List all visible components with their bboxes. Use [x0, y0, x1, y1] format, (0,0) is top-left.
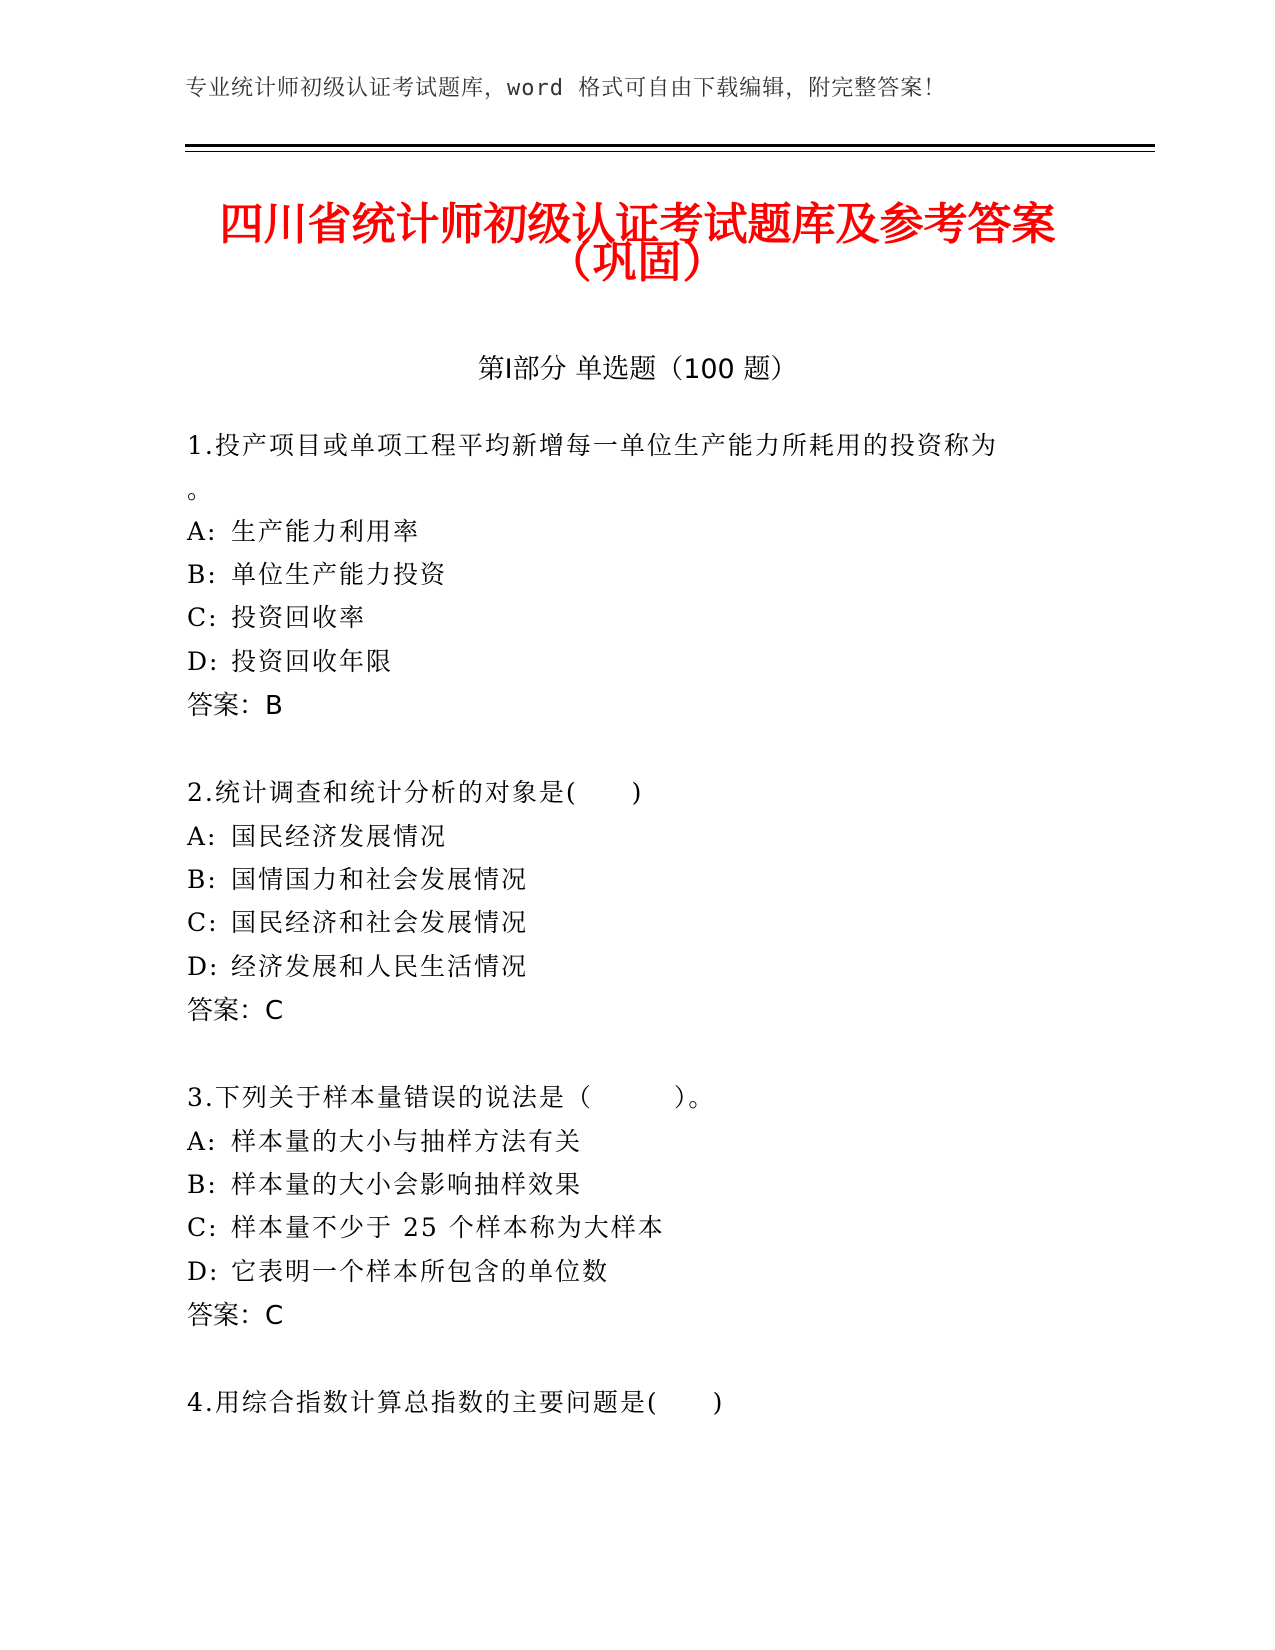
option-letter: B: — [187, 560, 218, 589]
option-a — [187, 1122, 1087, 1162]
option-letter: A: — [187, 822, 218, 851]
option-letter: A: — [187, 517, 218, 546]
option-letter: D: — [187, 647, 220, 676]
document-title: 四川省统计师初级认证考试题库及参考答案 — [219, 199, 1056, 250]
header-divider-thick — [185, 144, 1155, 147]
option-text: 投资回收率 — [231, 603, 367, 632]
answer: 答案：C — [187, 1301, 284, 1331]
option-text: 样本量的大小与抽样方法有关 — [231, 1127, 583, 1156]
section-title: 第Ⅰ部分 单选题（100 题） — [477, 354, 798, 385]
header-note: 专业统计师初级认证考试题库，word 格式可自由下载编辑，附完整答案！ — [185, 76, 947, 101]
option-d — [187, 947, 1087, 987]
option-b — [187, 1165, 1087, 1205]
option-letter: B: — [187, 865, 218, 894]
answer: 答案：B — [187, 691, 283, 721]
option-letter: C: — [187, 603, 219, 632]
option-b — [187, 555, 1087, 595]
option-text: 单位生产能力投资 — [231, 560, 448, 589]
option-text: 经济发展和人民生活情况 — [231, 952, 529, 981]
answer: 答案：C — [187, 996, 284, 1026]
option-a — [187, 512, 1087, 552]
question-stem: 3.下列关于样本量错误的说法是（ ）。 — [187, 1083, 716, 1112]
option-text: 样本量不少于 25 个样本称为大样本 — [231, 1213, 665, 1242]
question-stem: 4.用综合指数计算总指数的主要问题是( ) — [187, 1388, 725, 1417]
option-c — [187, 1208, 1087, 1248]
option-text: 投资回收年限 — [231, 647, 394, 676]
option-a — [187, 817, 1087, 857]
option-c — [187, 598, 1087, 638]
option-text: 生产能力利用率 — [231, 517, 421, 546]
question-stem: 1.投产项目或单项工程平均新增每一单位生产能力所耗用的投资称为 — [187, 431, 998, 460]
option-letter: A: — [187, 1127, 218, 1156]
option-text: 国情国力和社会发展情况 — [231, 865, 529, 894]
document-subtitle: （巩固） — [547, 237, 728, 288]
question-stem-continuation: 。 — [187, 475, 215, 504]
option-text: 国民经济发展情况 — [231, 822, 448, 851]
option-letter: D: — [187, 952, 220, 981]
option-b — [187, 860, 1087, 900]
option-text: 样本量的大小会影响抽样效果 — [231, 1170, 583, 1199]
option-text: 国民经济和社会发展情况 — [231, 908, 529, 937]
option-letter: D: — [187, 1257, 220, 1286]
option-c — [187, 903, 1087, 943]
option-letter: B: — [187, 1170, 218, 1199]
option-d — [187, 1252, 1087, 1292]
option-letter: C: — [187, 908, 219, 937]
option-d — [187, 642, 1087, 682]
header-divider-thin — [185, 151, 1155, 152]
option-text: 它表明一个样本所包含的单位数 — [231, 1257, 610, 1286]
question-stem: 2.统计调查和统计分析的对象是( ) — [187, 778, 644, 807]
option-letter: C: — [187, 1213, 219, 1242]
